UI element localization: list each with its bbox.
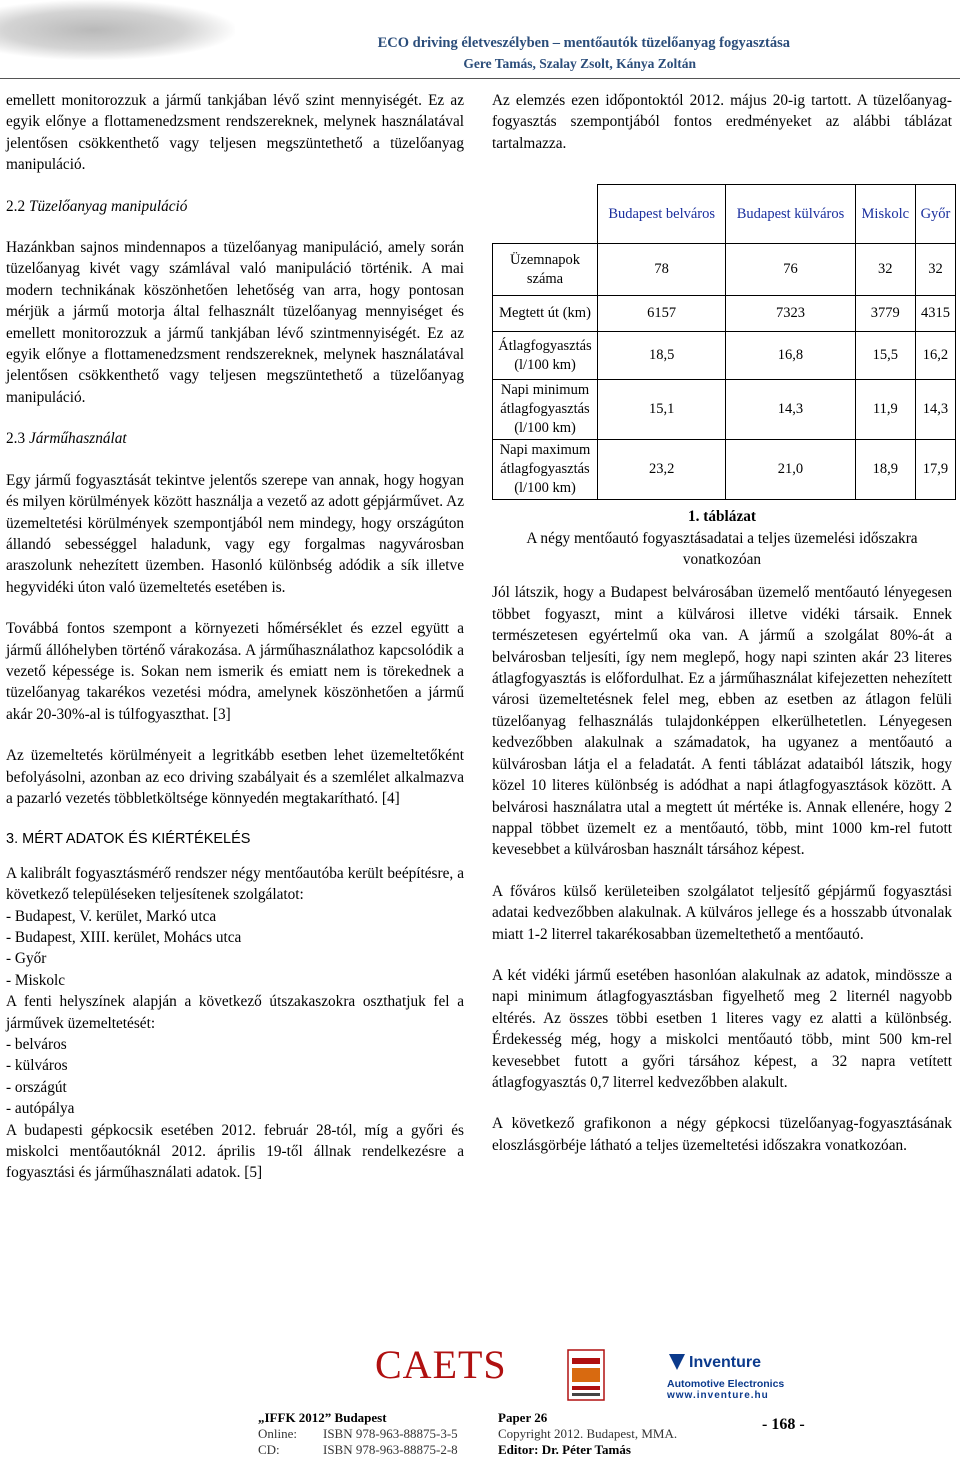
table-cell: 76: [726, 244, 855, 296]
table-header-cell: Miskolc: [855, 185, 915, 244]
caets-logo: CAETS: [375, 1342, 507, 1387]
table-cell: 4315: [915, 296, 955, 332]
inventure-subtitle: Automotive Electronics: [667, 1378, 785, 1390]
header-decoration: [0, 0, 235, 60]
list-item: - autópálya: [6, 1100, 75, 1118]
paragraph: Továbbá fontos szempont a környezeti hőmérséklet és ezzel együtt a jármű állóhelyben történő várakozása. A járműhasználathoz kapcsolódik a vezető képessége is. Sokan nem ismerik és emiatt nem is törekednek a tüzelőanyag takarékos vezetési módra, amelynek köszönhetően a jármű akár 20-30%-al is túlfogyaszthat. [3]: [6, 620, 464, 723]
paragraph: A fenti helyszínek alapján a következő útszakaszokra oszthatjuk fel a járművek üzemeltetését:: [6, 993, 464, 1032]
table-row-label: Üzemnapok száma: [493, 244, 598, 296]
editor: Editor: Dr. Péter Tamás: [498, 1442, 631, 1457]
table-cell: 11,9: [855, 380, 915, 440]
table-cell: 14,3: [915, 380, 955, 440]
table-cell: 16,8: [726, 332, 855, 380]
table-cell: 6157: [598, 296, 726, 332]
paragraph: Az elemzés ezen időpontoktól 2012. május 20-ig tartott. A tüzelőanyag-fogyasztás szempontjából fontos eredményeket az alábbi táblázat tartalmazza.: [492, 92, 952, 152]
list-item: - külváros: [6, 1057, 68, 1075]
paragraph: A két vidéki jármű esetében hasonlóan alakulnak az adatok, mindössze a napi minimum átlagfogyasztásban figyelhető meg 2 liternél nagyobb eltérés. Az összes többi esetben 1 literes vagy ez alatti a különbség. Érdekesség még, hogy a miskolci mentőautó több, mint 500 km-rel kevesebbet futott a győri társához képest, a 32 napra vetített átlagfogyasztás 0,7 literrel kedvezőbben alakult.: [492, 966, 952, 1091]
table-cell: 21,0: [726, 440, 855, 500]
table-cell: 32: [855, 244, 915, 296]
muegyetem-logo-icon: [566, 1348, 606, 1402]
conference-name: „IFFK 2012” Budapest: [258, 1410, 387, 1425]
paragraph: Egy jármű fogyasztását tekintve jelentős szerepe van annak, hogy hogyan és milyen körülmények között használja a vezető az adott gépjárművet. Az üzemeltetési körülmények szempontjából nem mindegy, hogy országúton állandó sebességgel haladunk, vagy egy forgalmas nagyvárosban araszolunk nehezített üzemben. Hasonló különbség adódik a sík illetve hegyvidéki úton való üzemeltetés esetében is.: [6, 471, 464, 596]
table-row-label: Napi maximum átlagfogyasztás (l/100 km): [493, 440, 598, 500]
table-cell: 15,5: [855, 332, 915, 380]
table-cell: 16,2: [915, 332, 955, 380]
table-row-label: Megtett út (km): [493, 296, 598, 332]
consumption-table: [492, 184, 956, 500]
table-cell: 18,5: [598, 332, 726, 380]
header-rule: [0, 78, 960, 79]
table-cell: 15,1: [598, 380, 726, 440]
list-item: - Győr: [6, 950, 47, 968]
table-cell: 3779: [855, 296, 915, 332]
cd-isbn: ISBN 978-963-88875-2-8: [323, 1442, 458, 1457]
paper-number: Paper 26: [498, 1410, 548, 1425]
paragraph: Hazánkban sajnos mindennapos a tüzelőanyag manipuláció, amely során tüzelőanyag kivét vagy számlával való manipuláció történik. A mai modern technikának köszönhetően lehetőség van arra, hogy pontosan mérjük a jármű motorja által felhasznált tüzelőanyag mennyiséget és emellett monitorozzuk a jármű tankjában lévő szintmennyiségét. Ez az egyik előnye a flottamenedzsment rendszereknek, melynek használatával jelentősen csökkenthető vagy teljesen megszüntethető a tüzelőanyag manipuláció.: [6, 239, 464, 406]
table-caption-text: A négy mentőautó fogyasztásadatai a teljes üzemelési időszakra vonatkozóan: [526, 529, 918, 569]
table-cell: 32: [915, 244, 955, 296]
table-caption: [492, 506, 952, 570]
table-cell: 17,9: [915, 440, 955, 500]
table-header-cell: Budapest belváros: [598, 185, 726, 244]
online-isbn: ISBN 978-963-88875-3-5: [323, 1426, 458, 1441]
copyright: Copyright 2012. Budapest, MMA.: [498, 1426, 678, 1441]
cd-label: CD:: [258, 1442, 280, 1457]
paragraph: Jól látszik, hogy a Budapest belvárosában üzemelő mentőautó lényegesen többet fogyaszt, mint a külvárosi illetve vidéki társaik. Ennek természetesen egyértelmű oka van. A jármű a szolgálat 80%-át a belvárosban teljesíti, így nem meglepő, hogy napi szinten akár 23 literes átlagfogyasztás is előfordulhat. Ez a járműhasználat kifejezetten nehezített városi üzemeltetésnek felel meg, ebben az esetben az átlagon felüli tüzelőanyag felhasználás tulajdonképpen elkerülhetetlen. Lényegesen kedvezőbben alakulnak a számadatok, ha ugyanez a mentőautó a külvárosban látja el a feladatát. A fenti táblázat adataiból látszik, hogy közel 10 literes különbség is adódhat a napi átlagfogyasztások között. A belvárosi használatra utal a megtett út mértéke is. Annak ellenére, hogy 2 nappal többet üzemelt ez a mentőautó, több, mint 1000 km-rel futott kevesebbet a külvárosban használt társához képest.: [492, 584, 952, 859]
table-corner: [493, 185, 598, 244]
page-footer: [0, 1340, 960, 1484]
page-number: - 168 -: [762, 1416, 805, 1433]
left-column: [6, 90, 464, 1184]
online-label: Online:: [258, 1426, 297, 1441]
inventure-mark-icon: [667, 1352, 687, 1372]
right-column: [492, 90, 952, 1156]
paragraph: A főváros külső kerületeiben szolgálatot teljesítő gépjármű fogyasztási adatai kedvezőbben alakulnak. A külváros jellege és a hosszabb útvonalak miatt 1-2 literrel takarékosabban üzemeltethető a mentőautó.: [492, 882, 952, 943]
table-header-cell: Győr: [915, 185, 955, 244]
paragraph: Az üzemeltetés körülményeit a legritkább esetben lehet üzemeltetőként befolyásolni, azonban az eco driving szabályait és a szemlélet alkalmazva a pazarló vezetés többletköltsége könnyedén megtakarítható. [4]: [6, 747, 464, 807]
table-cell: 7323: [726, 296, 855, 332]
list-item: - Budapest, V. kerület, Markó utca: [6, 907, 217, 925]
table-row-label: Napi minimum átlagfogyasztás (l/100 km): [493, 380, 598, 440]
list-item: - Miskolc: [6, 971, 66, 989]
section-heading-2-2: 2.2 Tüzelőanyag manipuláció: [6, 197, 188, 215]
table-cell: 78: [598, 244, 726, 296]
list-item: - Budapest, XIII. kerület, Mohács utca: [6, 929, 242, 946]
running-title: ECO driving életveszélyben – mentőautók tüzelőanyag fogyasztása: [377, 35, 790, 51]
paragraph: A következő grafikonon a négy gépkocsi tüzelőanyag-fogyasztásának eloszlásgörbéje látható a teljes üzemeltetési időszakra vonatkozóan.: [492, 1115, 952, 1154]
section-heading-2-3: 2.3 Járműhasználat: [6, 430, 127, 448]
paragraph: emellett monitorozzuk a jármű tankjában lévő szint mennyiségét. Ez az egyik előnye a flottamenedzsment rendszereknek, melynek használatával jelentősen csökkenthető vagy teljesen megszüntethető a tüzelőanyag manipuláció.: [6, 92, 464, 174]
table-row-label: Átlagfogyasztás (l/100 km): [493, 332, 598, 380]
paragraph: A budapesti gépkocsik esetében 2012. február 28-tól, míg a győri és miskolci mentőautóknál 2012. április 19-től állnak rendelkezésre a fogyasztási és járműhasználati adatok. [5]: [6, 1121, 464, 1182]
table-cell: 23,2: [598, 440, 726, 500]
list-item: - belváros: [6, 1036, 67, 1054]
chapter-heading: 3. MÉRT ADATOK ÉS KIÉRTÉKELÉS: [6, 831, 251, 848]
paragraph: A kalibrált fogyasztásmérő rendszer négy mentőautóba került beépítésre, a következő településeken teljesítenek szolgálatot:: [6, 864, 464, 904]
table-caption-number: 1. táblázat: [688, 508, 756, 526]
inventure-url: www.inventure.hu: [667, 1390, 769, 1401]
list-item: - országút: [6, 1078, 67, 1096]
table-cell: 14,3: [726, 380, 855, 440]
table-header-cell: Budapest külváros: [726, 185, 855, 244]
inventure-logo: [667, 1352, 785, 1401]
inventure-name: Inventure: [689, 1354, 762, 1371]
table-cell: 18,9: [855, 440, 915, 500]
running-authors: Gere Tamás, Szalay Zsolt, Kánya Zoltán: [463, 56, 696, 71]
